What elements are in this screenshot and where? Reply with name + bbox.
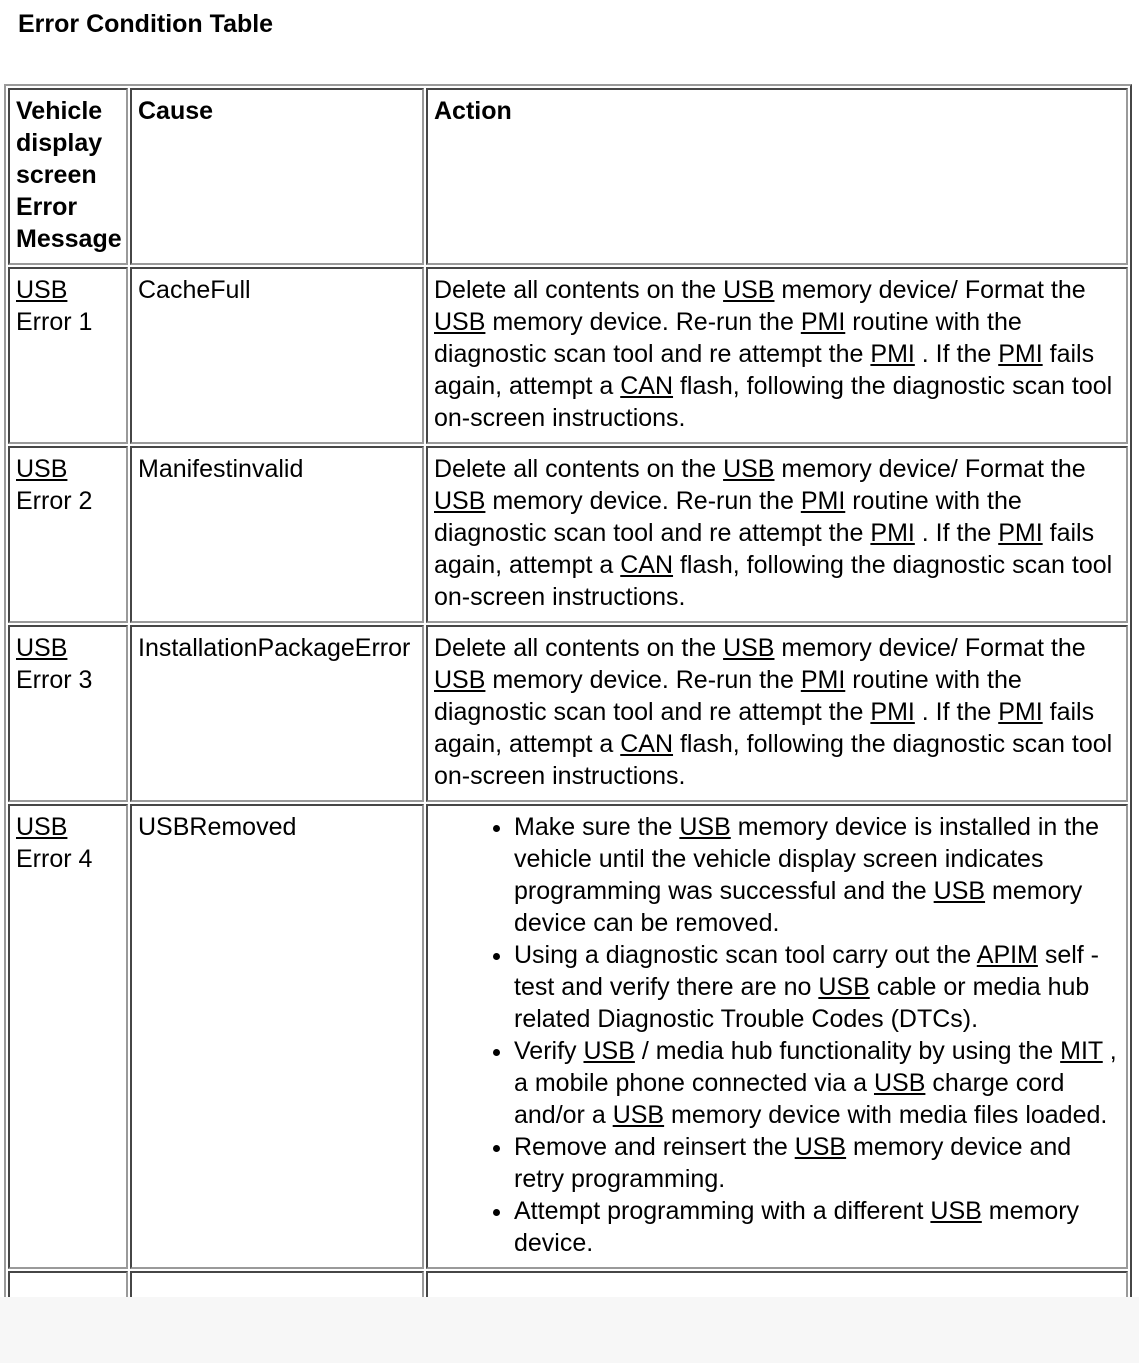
table-row-partial: [8, 1271, 1128, 1297]
table-row: [8, 267, 1128, 444]
usb-link[interactable]: USB: [723, 276, 775, 304]
pmi-link[interactable]: PMI: [998, 698, 1043, 726]
error-condition-table: [4, 84, 1132, 1297]
cause-cell: USBRemoved: [130, 804, 424, 1269]
pmi-link[interactable]: PMI: [800, 308, 846, 336]
error-number: Error 1: [16, 308, 93, 336]
usb-link[interactable]: USB: [434, 487, 486, 515]
usb-link[interactable]: USB: [583, 1037, 635, 1065]
error-number: Error 2: [16, 487, 93, 515]
mit-link[interactable]: MIT: [1060, 1037, 1103, 1065]
empty-cell: [8, 1271, 128, 1297]
action-bullet: • Using a diagnostic scan tool carry out the APIM self -test and verify there are no USB cable or media hub related Diagnostic Trouble Codes (DTCs).: [514, 939, 1120, 1035]
table-header-row: [8, 88, 1128, 265]
header-error-message: Vehicle display screen Error Message: [8, 88, 128, 265]
pmi-link[interactable]: PMI: [870, 340, 915, 368]
usb-link[interactable]: USB: [16, 276, 68, 304]
cause-cell: CacheFull: [130, 267, 424, 444]
action-cell: Delete all contents on the USB memory device/ Format the USB memory device. Re-run the PMI routine with the diagnostic scan tool and re attempt the PMI . If the PMI fails again, attempt a CAN flash, following the diagnostic scan tool on-screen instructions.: [426, 446, 1128, 623]
pmi-link[interactable]: PMI: [870, 698, 915, 726]
usb-link[interactable]: USB: [933, 877, 986, 905]
table-row: [8, 446, 1128, 623]
action-cell: [426, 804, 1128, 1269]
table-viewport[interactable]: [4, 84, 1132, 1297]
pmi-link[interactable]: PMI: [800, 666, 846, 694]
action-bullet: • Attempt programming with a different USB memory device.: [514, 1195, 1120, 1259]
action-cell: Delete all contents on the USB memory device/ Format the USB memory device. Re-run the PMI routine with the diagnostic scan tool and re attempt the PMI . If the PMI fails again, attempt a CAN flash, following the diagnostic scan tool on-screen instructions.: [426, 625, 1128, 802]
action-bullet: • Verify USB / media hub functionality by using the MIT , a mobile phone connected via a USB charge cord and/or a USB memory device with media files loaded.: [514, 1035, 1120, 1131]
usb-link[interactable]: USB: [434, 308, 486, 336]
cause-cell: Manifestinvalid: [130, 446, 424, 623]
action-cell: Delete all contents on the USB memory device/ Format the USB memory device. Re-run the PMI routine with the diagnostic scan tool and re attempt the PMI . If the PMI fails again, attempt a CAN flash, following the diagnostic scan tool on-screen instructions.: [426, 267, 1128, 444]
empty-cell: [426, 1271, 1128, 1297]
usb-link[interactable]: USB: [723, 634, 775, 662]
can-link[interactable]: CAN: [620, 730, 674, 758]
error-message-cell: [8, 267, 128, 444]
usb-link[interactable]: USB: [16, 813, 68, 841]
empty-cell: [130, 1271, 424, 1297]
action-bullet: • Remove and reinsert the USB memory device and retry programming.: [514, 1131, 1120, 1195]
usb-link[interactable]: USB: [818, 973, 870, 1001]
usb-link[interactable]: USB: [930, 1197, 982, 1225]
usb-link[interactable]: USB: [723, 455, 775, 483]
can-link[interactable]: CAN: [620, 551, 674, 579]
table-row: [8, 804, 1128, 1269]
usb-link[interactable]: USB: [16, 455, 68, 483]
table-row: [8, 625, 1128, 802]
usb-link[interactable]: USB: [612, 1101, 665, 1129]
usb-link[interactable]: USB: [434, 666, 486, 694]
pmi-link[interactable]: PMI: [998, 340, 1043, 368]
footer-band: [0, 1297, 1139, 1363]
pmi-link[interactable]: PMI: [800, 487, 846, 515]
pmi-link[interactable]: PMI: [870, 519, 915, 547]
error-number: Error 4: [16, 845, 93, 873]
action-bullet: • Make sure the USB memory device is installed in the vehicle until the vehicle display screen indicates programming was successful and the USB memory device can be removed.: [514, 811, 1120, 939]
cause-cell: InstallationPackageError: [130, 625, 424, 802]
action-bullet-list: [434, 811, 1120, 1259]
error-message-cell: [8, 625, 128, 802]
usb-link[interactable]: USB: [794, 1133, 847, 1161]
error-number: Error 3: [16, 666, 93, 694]
page-title: Error Condition Table: [18, 10, 274, 38]
error-message-cell: [8, 446, 128, 623]
pmi-link[interactable]: PMI: [998, 519, 1043, 547]
usb-link[interactable]: USB: [16, 634, 68, 662]
usb-link[interactable]: USB: [679, 813, 731, 841]
header-action: Action: [426, 88, 1128, 265]
usb-link[interactable]: USB: [873, 1069, 926, 1097]
can-link[interactable]: CAN: [620, 372, 674, 400]
apim-link[interactable]: APIM: [976, 941, 1038, 969]
error-message-cell: [8, 804, 128, 1269]
header-cause: Cause: [130, 88, 424, 265]
